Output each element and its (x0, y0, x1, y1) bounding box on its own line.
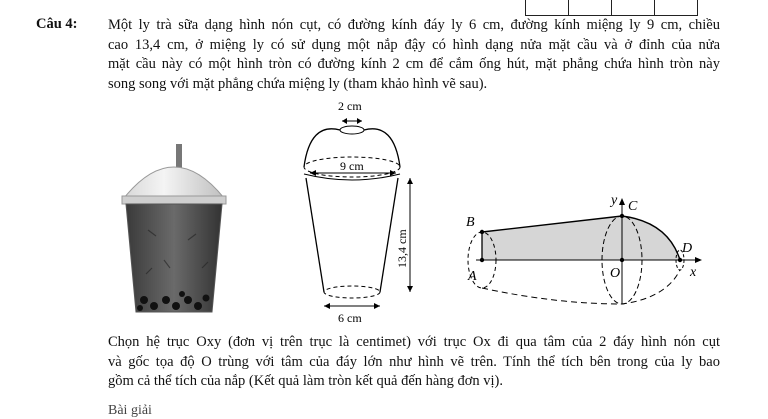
milk-tea-photo (118, 140, 230, 316)
question-line: mặt cầu này có một hình tròn có đường kính 2 cm để cắm ống hút, mặt phẳng chứa hình tròn này (108, 56, 720, 72)
question-line: gồm cả thể tích của nắp (Kết quả làm tròn kết quả đến hàng đơn vị). (108, 373, 504, 389)
question-line: Một ly trà sữa dạng hình nón cụt, có đường kính đáy ly 6 cm, đường kính miệng ly 9 cm, chiều (108, 17, 720, 33)
point-a-label: A (468, 269, 477, 284)
question-label: Câu 4: (36, 16, 78, 32)
question-text-continued (108, 333, 720, 392)
cup-diagram (296, 100, 420, 326)
question-line: cao 13,4 cm, ở miệng ly có sử dụng một nắp đậy có hình dạng nửa mặt cầu và ở đỉnh của nửa (108, 36, 720, 53)
point-c-label: C (628, 199, 638, 214)
shaded-region (482, 216, 680, 260)
dome-lid-shape (124, 167, 224, 198)
question-line: Chọn hệ trục Oxy (đơn vị trên trục là centimet) với trục Ox đi qua tâm của 2 đáy hình nón cụt (108, 334, 720, 350)
top-dim-label: 2 cm (338, 100, 362, 113)
height-dim-label: 13,4 cm (395, 229, 409, 268)
coordinate-diagram (456, 194, 706, 314)
straw-hole-shape (340, 126, 364, 134)
mouth-dim-label: 9 cm (340, 159, 364, 173)
x-axis-label: x (690, 265, 697, 280)
question-line: song song với mặt phẳng chứa miệng ly (tham khảo hình vẽ sau). (108, 75, 488, 92)
y-axis-label: y (611, 194, 618, 208)
point-b-label: B (466, 215, 475, 230)
question-line: và gốc tọa độ O trùng với tâm của đáy lớn như hình vẽ trên. Tính thể tích bên trong của ly bao (108, 353, 720, 370)
solution-heading: Bài giải (108, 403, 152, 418)
point-d-label: D (682, 241, 693, 256)
question-text (108, 16, 720, 94)
origin-label: O (610, 266, 621, 281)
base-dim-label: 6 cm (338, 311, 362, 325)
score-boxes (526, 0, 698, 16)
